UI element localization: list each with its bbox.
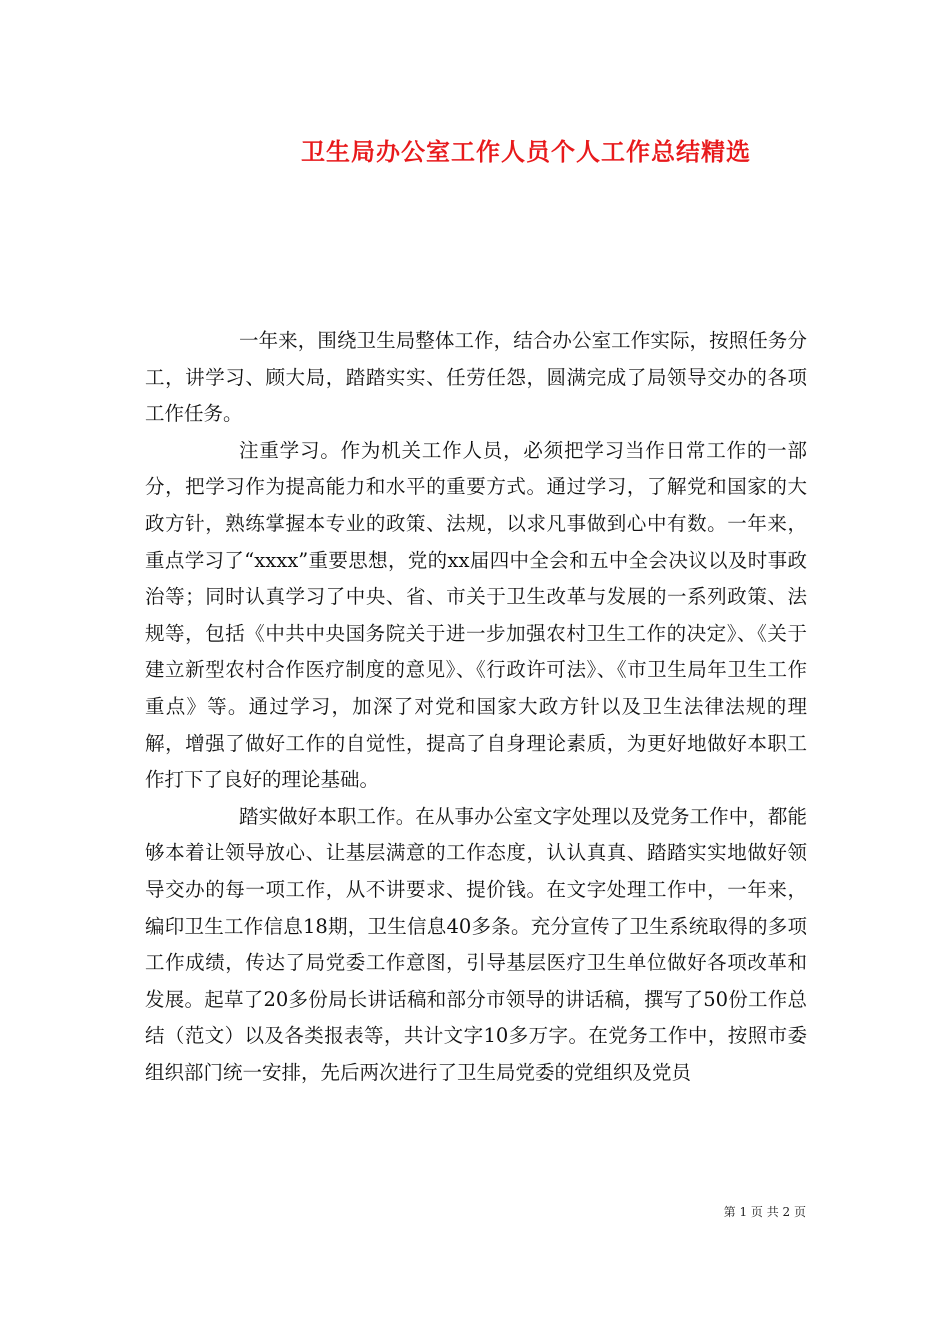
- page-footer: 第 1 页 共 2 页: [723, 1205, 806, 1219]
- paragraph-intro: 一年来，围绕卫生局整体工作，结合办公室工作实际，按照任务分工，讲学习、顾大局，踏踏实实、任劳任怨，圆满完成了局领导交办的各项工作任务。: [145, 329, 807, 426]
- paragraph-study: 注重学习。作为机关工作人员，必须把学习当作日常工作的一部分，把学习作为提高能力和水平的重要方式。通过学习，了解党和国家的大政方针，熟练掌握本专业的政策、法规，以求凡事做到心中有数。一年来，重点学习了“xxxx”重要思想，党的xx届四中全会和五中全会决议以及时事政治等；同时认真学习了中央、省、市关于卫生改革与发展的一系列政策、法规等，包括《中共中央国务院关于进一步加强农村卫生工作的决定》、《关于建立新型农村合作医疗制度的意见》、《行政许可法》、《市卫生局年卫生工作重点》等。通过学习，加深了对党和国家大政方针以及卫生法律法规的理解，增强了做好工作的自觉性，提高了自身理论素质，为更好地做好本职工作打下了良好的理论基础。: [145, 438, 807, 792]
- document-title: 卫生局办公室工作人员个人工作总结精选: [301, 138, 751, 166]
- paragraph-work: 踏实做好本职工作。在从事办公室文字处理以及党务工作中，都能够本着让领导放心、让基层满意的工作态度，认认真真、踏踏实实地做好领导交办的每一项工作，从不讲要求、提价钱。在文字处理工作中，一年来，编印卫生工作信息18期，卫生信息40多条。充分宣传了卫生系统取得的多项工作成绩，传达了局党委工作意图，引导基层医疗卫生单位做好各项改革和发展。起草了20多份局长讲话稿和部分市领导的讲话稿，撰写了50份工作总结（范文）以及各类报表等，共计文字10多万字。在党务工作中，按照市委组织部门统一安排，先后两次进行了卫生局党委的党组织及党员: [145, 804, 807, 1084]
- document-body: [145, 323, 807, 1091]
